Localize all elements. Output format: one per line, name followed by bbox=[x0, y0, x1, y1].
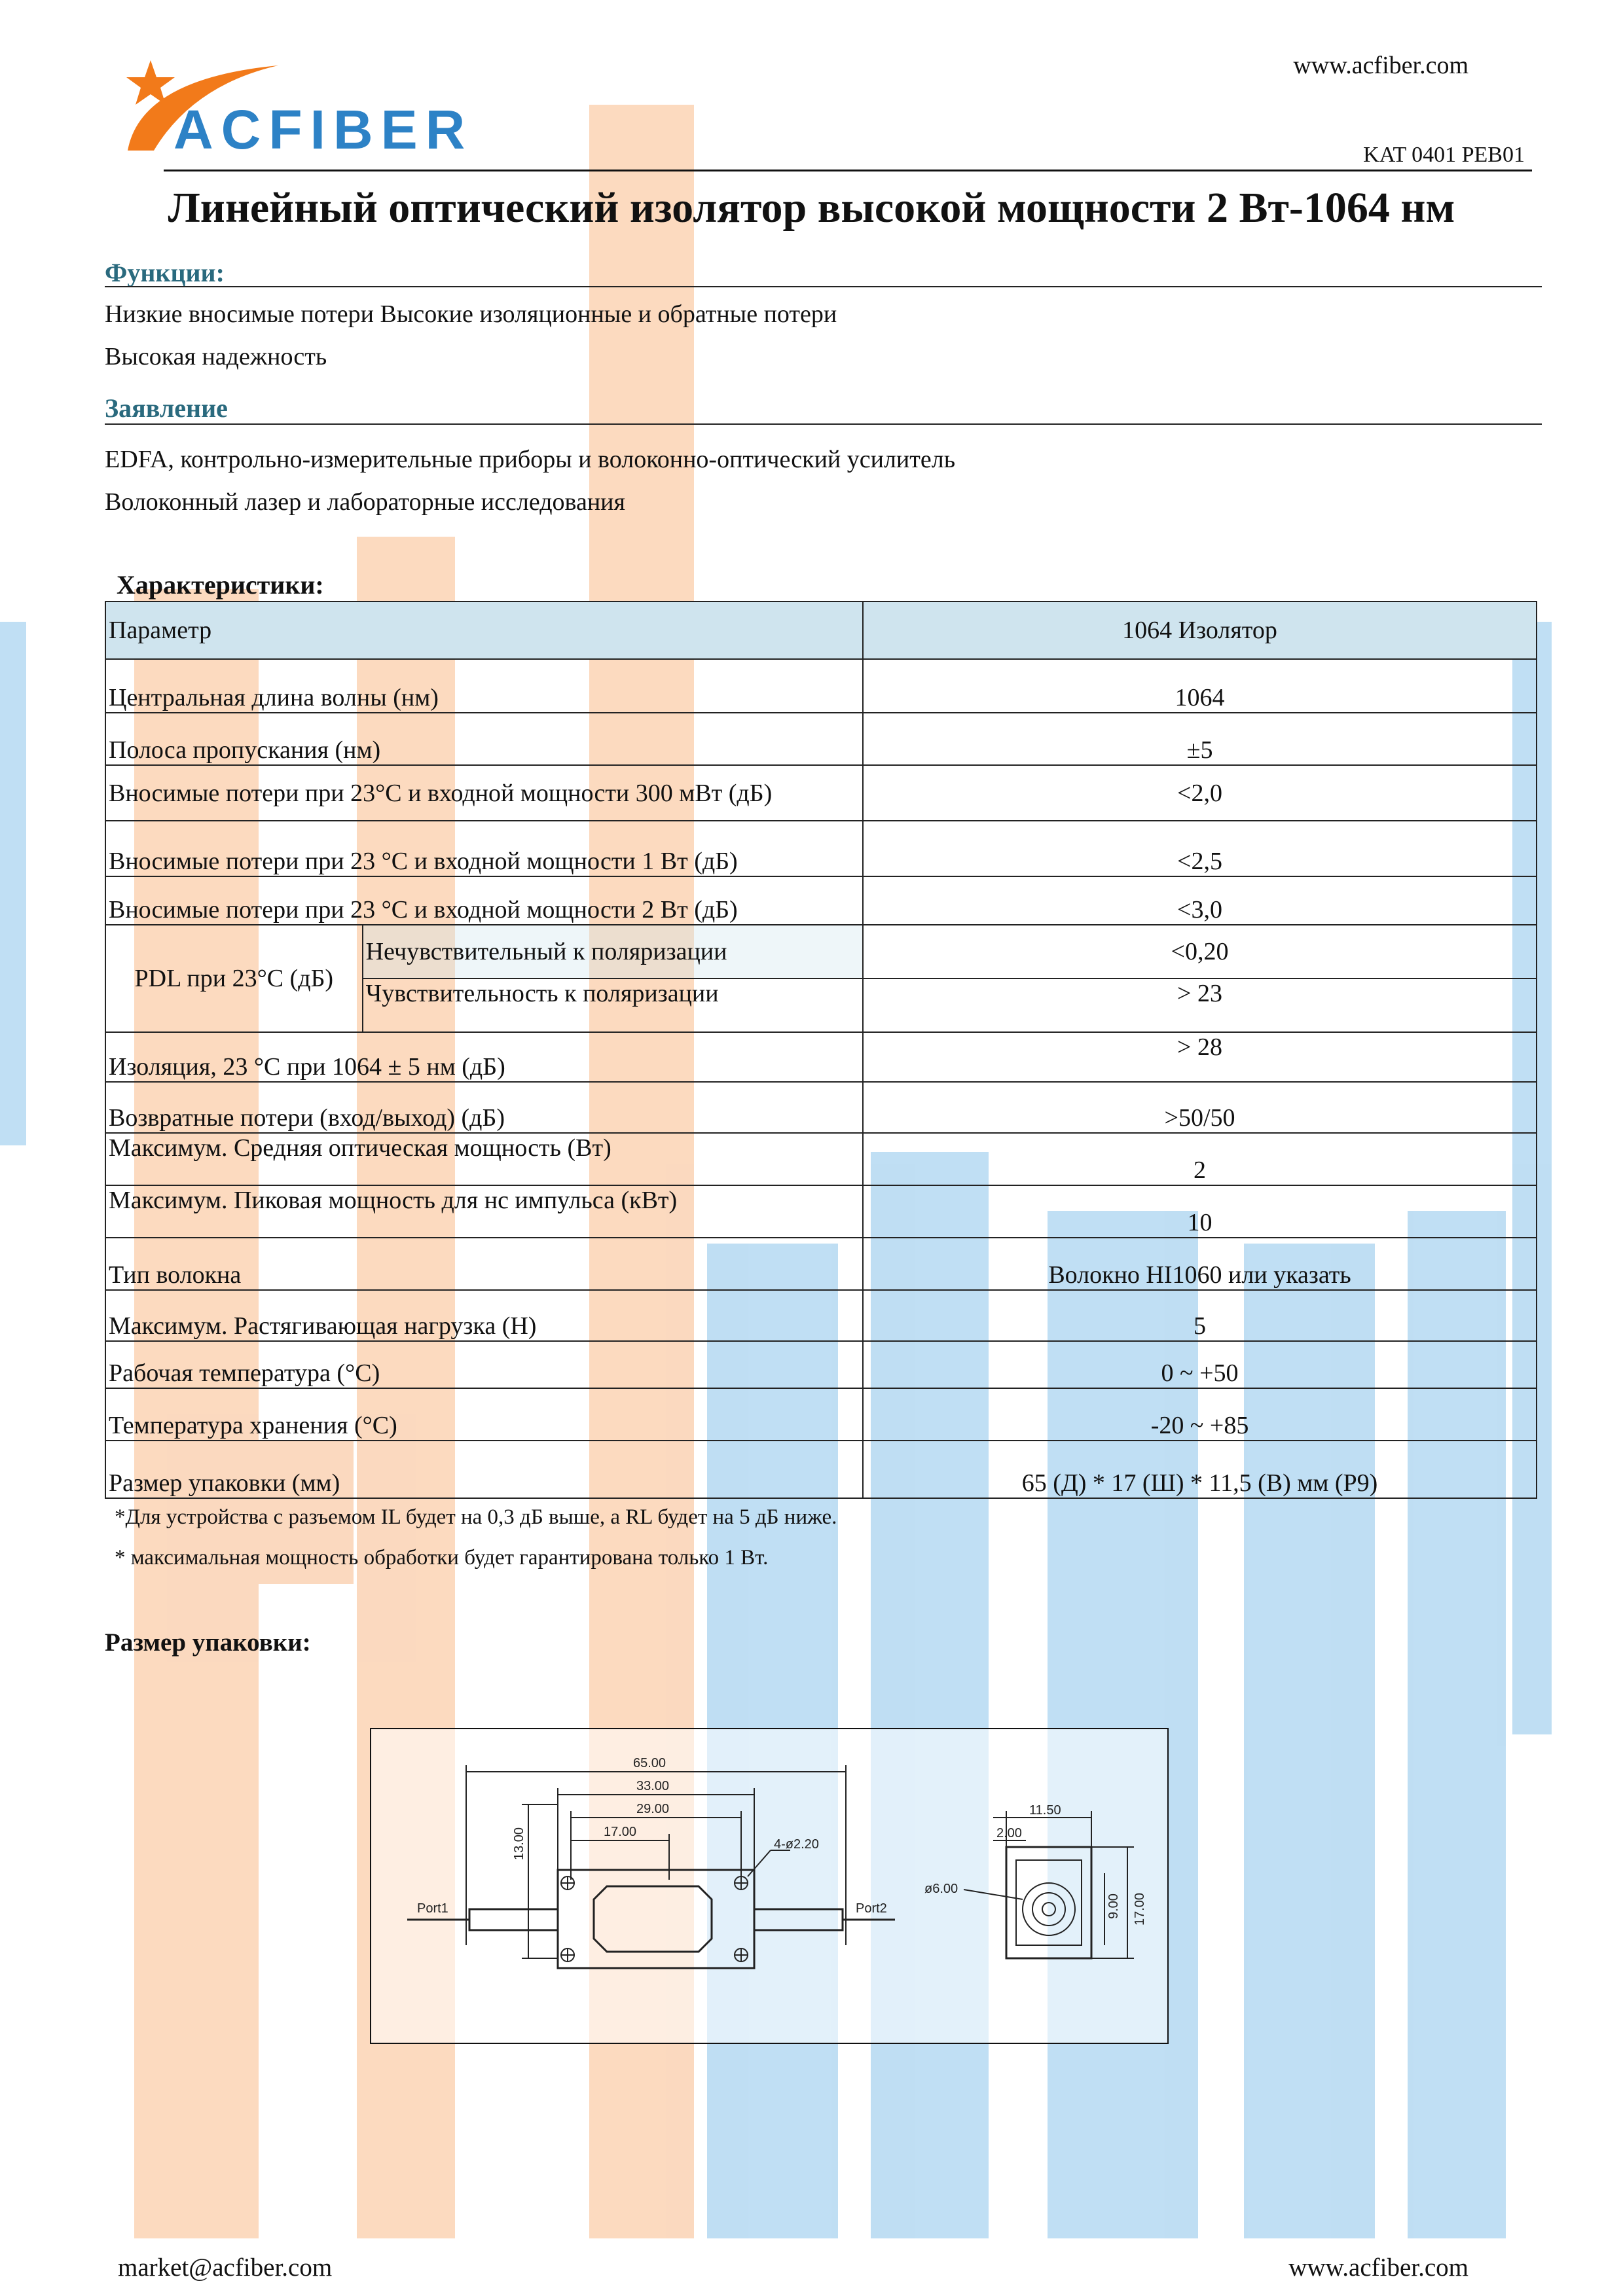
param-cell: Тип волокна bbox=[105, 1238, 863, 1290]
value-cell: ±5 bbox=[863, 713, 1537, 765]
table-row bbox=[105, 1238, 1537, 1290]
dim-label: 33.00 bbox=[636, 1779, 670, 1793]
value-cell: > 28 bbox=[863, 1032, 1537, 1082]
application-line: Волоконный лазер и лабораторные исследования bbox=[105, 488, 625, 516]
dim-label: Port1 bbox=[417, 1901, 448, 1916]
table-row bbox=[105, 1082, 1537, 1133]
table-row bbox=[105, 1185, 1537, 1238]
param-cell: Нечувствительный к поляризации bbox=[363, 925, 863, 978]
footnote: * максимальная мощность обработки будет гарантирована только 1 Вт. bbox=[115, 1546, 769, 1570]
dim-label: 9.00 bbox=[1106, 1893, 1121, 1919]
param-cell: Изоляция, 23 °C при 1064 ± 5 нм (дБ) bbox=[105, 1032, 863, 1082]
param-cell: Максимум. Средняя оптическая мощность (Вт) bbox=[105, 1133, 863, 1185]
value-cell: 1064 bbox=[863, 659, 1537, 713]
table-row bbox=[105, 1032, 1537, 1082]
application-line: EDFA, контрольно-измерительные приборы и волоконно-оптический усилитель bbox=[105, 446, 956, 473]
table-row bbox=[105, 765, 1537, 821]
page-title: Линейный оптический изолятор высокой мощности 2 Вт-1064 нм bbox=[168, 184, 1455, 232]
footnote: *Для устройства с разъемом IL будет на 0,3 дБ выше, а RL будет на 5 дБ ниже. bbox=[115, 1505, 837, 1529]
param-cell: Вносимые потери при 23 °C и входной мощности 2 Вт (дБ) bbox=[105, 876, 863, 925]
value-cell: > 23 bbox=[863, 978, 1537, 1032]
feature-line: Низкие вносимые потери Высокие изоляционные и обратные потери bbox=[105, 300, 837, 328]
value-cell: 2 bbox=[863, 1133, 1537, 1185]
package-drawing-svg bbox=[371, 1729, 1167, 2043]
param-cell: Максимум. Растягивающая нагрузка (Н) bbox=[105, 1290, 863, 1341]
value-cell: Волокно HI1060 или указать bbox=[863, 1238, 1537, 1290]
dim-label: 2.00 bbox=[996, 1826, 1022, 1840]
header-value: 1064 Изолятор bbox=[863, 601, 1537, 659]
dim-label: 17.00 bbox=[1133, 1892, 1147, 1926]
dim-label: 13.00 bbox=[512, 1827, 526, 1860]
dim-label: Port2 bbox=[856, 1901, 887, 1916]
footer-website[interactable]: www.acfiber.com bbox=[1288, 2253, 1468, 2282]
dim-label: 4-ø2.20 bbox=[774, 1837, 819, 1852]
value-cell: <3,0 bbox=[863, 876, 1537, 925]
table-row bbox=[105, 821, 1537, 876]
value-cell: 0 ~ +50 bbox=[863, 1341, 1537, 1388]
header-website[interactable]: www.acfiber.com bbox=[1293, 52, 1468, 79]
value-cell: <0,20 bbox=[863, 925, 1537, 978]
table-row bbox=[105, 713, 1537, 765]
header-param: Параметр bbox=[105, 601, 863, 659]
value-cell: 10 bbox=[863, 1185, 1537, 1238]
features-heading: Функции: bbox=[105, 258, 225, 287]
table-row bbox=[105, 1388, 1537, 1441]
value-cell: <2,5 bbox=[863, 821, 1537, 876]
document-code: KAT 0401 PEB01 bbox=[1363, 143, 1525, 167]
param-cell: Размер упаковки (мм) bbox=[105, 1441, 863, 1498]
table-row bbox=[105, 1341, 1537, 1388]
pdl-label: PDL при 23°C (дБ) bbox=[105, 925, 363, 1032]
package-heading: Размер упаковки: bbox=[105, 1628, 311, 1657]
param-cell: Максимум. Пиковая мощность для нс импульса (кВт) bbox=[105, 1185, 863, 1238]
value-cell: >50/50 bbox=[863, 1082, 1537, 1133]
table-row bbox=[105, 659, 1537, 713]
param-cell: Чувствительность к поляризации bbox=[363, 978, 863, 1032]
dim-label: 17.00 bbox=[604, 1825, 637, 1839]
features-divider bbox=[105, 286, 1542, 287]
dim-label: 11.50 bbox=[1029, 1803, 1061, 1818]
table-row-pdl bbox=[105, 925, 1537, 978]
table-row bbox=[105, 1290, 1537, 1341]
param-cell: Вносимые потери при 23°C и входной мощности 300 мВт (дБ) bbox=[105, 765, 863, 821]
feature-line: Высокая надежность bbox=[105, 343, 327, 370]
param-cell: Вносимые потери при 23 °C и входной мощности 1 Вт (дБ) bbox=[105, 821, 863, 876]
dim-label: 29.00 bbox=[636, 1802, 670, 1816]
value-cell: -20 ~ +85 bbox=[863, 1388, 1537, 1441]
application-heading: Заявление bbox=[105, 393, 228, 423]
logo-text: ACFIBER bbox=[173, 99, 473, 160]
specs-heading: Характеристики: bbox=[117, 570, 324, 600]
param-cell: Полоса пропускания (нм) bbox=[105, 713, 863, 765]
value-cell: 65 (Д) * 17 (Ш) * 11,5 (В) мм (P9) bbox=[863, 1441, 1537, 1498]
footer-email[interactable]: market@acfiber.com bbox=[118, 2253, 333, 2282]
param-cell: Температура хранения (°C) bbox=[105, 1388, 863, 1441]
specs-table bbox=[105, 601, 1537, 1499]
param-cell: Рабочая температура (°C) bbox=[105, 1341, 863, 1388]
param-cell: Возвратные потери (вход/выход) (дБ) bbox=[105, 1082, 863, 1133]
dim-label: 65.00 bbox=[633, 1756, 666, 1770]
value-cell: 5 bbox=[863, 1290, 1537, 1341]
dim-label: ø6.00 bbox=[924, 1882, 958, 1896]
table-row bbox=[105, 876, 1537, 925]
table-row bbox=[105, 1133, 1537, 1185]
package-drawing bbox=[370, 1728, 1169, 2044]
table-row bbox=[105, 1441, 1537, 1498]
application-divider bbox=[105, 423, 1542, 425]
table-header-row bbox=[105, 601, 1537, 659]
value-cell: <2,0 bbox=[863, 765, 1537, 821]
header-divider bbox=[164, 170, 1532, 171]
param-cell: Центральная длина волны (нм) bbox=[105, 659, 863, 713]
